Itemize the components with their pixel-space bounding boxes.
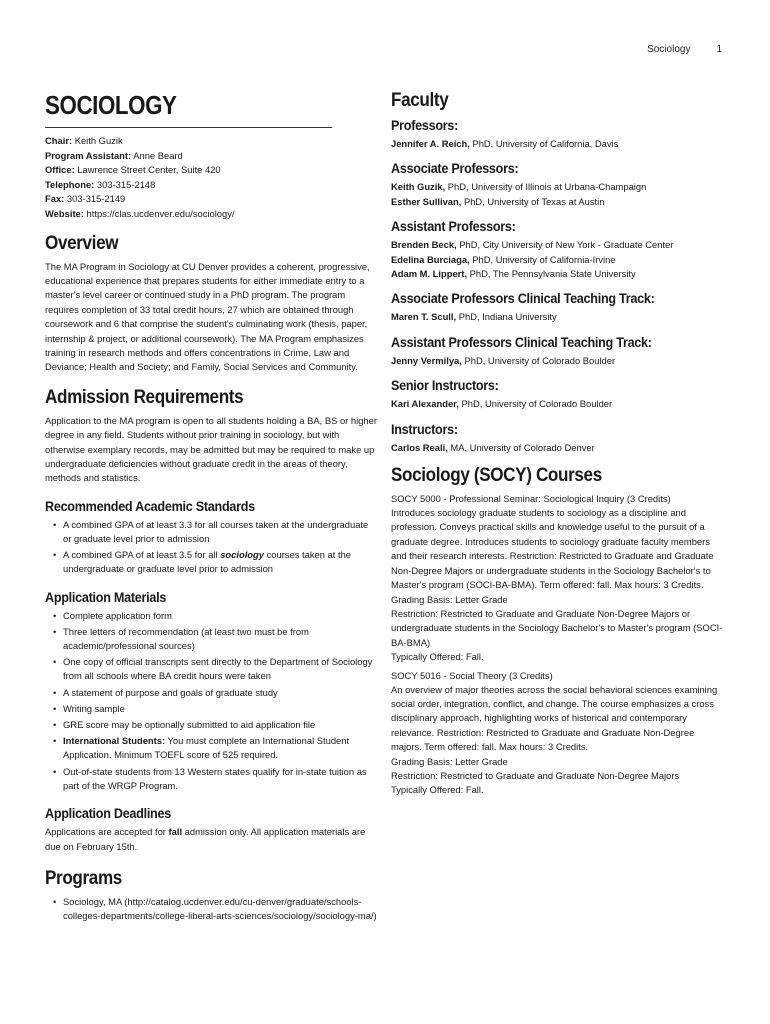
- list-item: [45, 548, 379, 576]
- overview-heading: Overview: [45, 232, 119, 254]
- contact-value: Anne Beard: [133, 149, 183, 161]
- faculty-member: [391, 238, 727, 252]
- programs-heading: Programs: [45, 867, 122, 889]
- contact-row: [45, 192, 379, 207]
- faculty-group-heading: Associate Professors Clinical Teaching Track:: [391, 290, 655, 307]
- item-text: A combined GPA of at least 3.3 for all courses taken at the undergraduate or graduate level prior to admission: [63, 518, 369, 545]
- list-item: [45, 655, 379, 683]
- faculty-name: Carlos Reali,: [391, 441, 448, 453]
- course-entry: [391, 669, 727, 798]
- faculty-name: Esther Sullivan,: [391, 195, 462, 207]
- faculty-name: Jennifer A. Reich,: [391, 138, 470, 149]
- list-item: [45, 702, 379, 716]
- faculty-group-heading: Assistant Professors:: [391, 218, 516, 235]
- course-offered: Typically Offered: Fall.: [391, 651, 484, 663]
- item-text: A combined GPA of at least 3.5 for all: [63, 549, 221, 561]
- faculty-group-heading: Senior Instructors:: [391, 377, 499, 394]
- contact-row: [45, 134, 379, 149]
- faculty-heading: Faculty: [391, 90, 449, 111]
- deadline-bold: fall: [168, 826, 183, 838]
- faculty-detail: PhD, University of California, Davis: [469, 138, 619, 149]
- faculty-group-heading: Professors:: [391, 117, 459, 133]
- list-item: [45, 718, 379, 732]
- faculty-name: Edelina Burciaga,: [391, 253, 470, 265]
- course-entry: [391, 492, 727, 664]
- contact-value: 303-315-2149: [66, 193, 126, 205]
- faculty-detail: PhD, Indiana University: [456, 311, 557, 323]
- list-item: [45, 686, 379, 700]
- standards-heading: Recommended Academic Standards: [45, 497, 255, 514]
- item-text: Complete application form: [63, 609, 172, 621]
- faculty-member: [391, 310, 727, 324]
- program-link[interactable]: [45, 895, 379, 923]
- item-text: One copy of official transcripts sent directly to the Department of Sociology from all schools where BA credit hours were taken: [63, 656, 373, 682]
- course-title: SOCY 5016 - Social Theory (3 Credits): [391, 669, 553, 681]
- faculty-name: Maren T. Scull,: [391, 311, 457, 323]
- course-title: SOCY 5000 - Professional Seminar: Sociological Inquiry (3 Credits): [391, 493, 671, 505]
- faculty-name: Keith Guzik,: [391, 181, 446, 193]
- faculty-detail: PhD, University of California-Irvine: [469, 253, 616, 265]
- faculty-member: [391, 137, 727, 151]
- deadline-text: admission only. All application materials are due on February 15th.: [45, 826, 366, 852]
- faculty-member: [391, 397, 727, 411]
- item-text: A statement of purpose and goals of graduate study: [63, 686, 278, 698]
- materials-heading: Application Materials: [45, 588, 167, 605]
- faculty-detail: PhD, University of Illinois at Urbana-Champaign: [445, 181, 647, 193]
- item-text: Out-of-state students from 13 Western states qualify for in-state tuition as part of the WRGP Program.: [63, 765, 367, 791]
- running-header: [647, 44, 722, 55]
- contact-label: Fax:: [45, 193, 65, 205]
- course-restriction: Restriction: Restricted to Graduate and Graduate Non-Degree Majors: [391, 769, 680, 781]
- faculty-member: [391, 354, 727, 368]
- item-text: Writing sample: [63, 702, 125, 714]
- item-bold: International Students:: [63, 735, 166, 747]
- courses-heading: Sociology (SOCY) Courses: [391, 465, 602, 487]
- faculty-member: [391, 253, 727, 267]
- list-item: [45, 734, 379, 762]
- course-description: An overview of major theories across the social behavioral sciences examining social order, integration, conflict, and change. The course emphasizes a cross disciplinary approach, highlighting works of historical and contemporary relevance. Restriction: Restricted to Graduate and Graduate Non-Degree majors. Term offered: fall. Max hours: 3 Credits.: [391, 683, 718, 753]
- overview-text: The MA Program in Sociology at CU Denver provides a coherent, progressive, educational experience that prepares students for either immediate entry to a master's level career or continued study in a PhD program. The program requires completion of 33 total credit hours, 27 which are obtained through coursework and 6 that comprise the student's culminating work (thesis, paper, internship & project, or additional coursework). The MA Program emphasizes training in research methods and offers concentrations in Crime, Law and Deviance; Health and Society; and Family, Social Services and Community.: [45, 260, 370, 373]
- list-item: [45, 625, 379, 653]
- faculty-detail: MA, University of Colorado Denver: [447, 441, 595, 453]
- list-item: [45, 518, 379, 546]
- item-text: courses taken at the undergraduate or graduate level prior to admission: [63, 549, 351, 575]
- item-emphasis: sociology: [220, 549, 264, 561]
- item-text: Three letters of recommendation (at least two must be from academic/professional sources): [63, 625, 309, 652]
- contact-value: 303-315-2148: [96, 178, 156, 190]
- contact-row: [45, 163, 379, 178]
- faculty-member: [391, 180, 727, 194]
- faculty-detail: PhD, University of Texas at Austin: [461, 195, 605, 207]
- list-item: [45, 765, 379, 793]
- contact-info: [45, 134, 379, 222]
- website-link[interactable]: https://clas.ucdenver.edu/sociology/: [86, 207, 235, 219]
- page-number: 1: [716, 44, 722, 55]
- programs-list: [45, 895, 379, 923]
- item-text: You must complete an International Student Application. Minimum TOEFL score of 525 required.: [63, 735, 350, 761]
- faculty-name: Kari Alexander,: [391, 398, 459, 410]
- course-grading: Grading Basis: Letter Grade: [391, 755, 508, 767]
- faculty-group-heading: Associate Professors:: [391, 160, 519, 177]
- materials-list: [45, 609, 379, 793]
- faculty-detail: PhD, University of Colorado Boulder: [458, 398, 613, 410]
- left-column: [45, 90, 379, 925]
- deadlines-text: [45, 825, 379, 854]
- standards-list: [45, 518, 379, 577]
- contact-label: Website:: [45, 207, 84, 219]
- contact-row: [45, 207, 379, 222]
- page-title: SOCIOLOGY: [45, 90, 332, 128]
- faculty-member: [391, 441, 727, 455]
- faculty-group-heading: Instructors:: [391, 420, 458, 437]
- contact-value: Lawrence Street Center, Suite 420: [77, 164, 221, 176]
- contact-label: Chair:: [45, 135, 73, 146]
- contact-label: Office:: [45, 164, 75, 176]
- contact-label: Telephone:: [45, 178, 95, 190]
- faculty-name: Jenny Vermilya,: [391, 354, 462, 366]
- header-section: Sociology: [647, 44, 691, 55]
- admission-heading: Admission Requirements: [45, 386, 244, 408]
- program-link-text[interactable]: Sociology, MA (http://catalog.ucdenver.edu/cu-denver/graduate/schools-colleges-departments/college-liberal-arts-sciences/sociology/sociology-ma/): [63, 895, 377, 922]
- contact-row: [45, 178, 379, 193]
- contact-row: [45, 149, 379, 164]
- course-description: Introduces sociology graduate students to sociology as a discipline and profession. Conveys practical skills and knowledge useful to the pursuit of a graduate degree. Introduces students to sociology graduate faculty members and their research interests. Restriction: Restricted to Graduate and Graduate Non-Degree Majors or undergraduate students in the Sociology Bachelor's to Master's program (SOCI-BA-BMA). Term offered: fall. Max hours: 3 Credits.: [391, 507, 714, 591]
- course-offered: Typically Offered: Fall.: [391, 784, 484, 796]
- deadlines-heading: Application Deadlines: [45, 805, 171, 822]
- faculty-group-heading: Assistant Professors Clinical Teaching Track:: [391, 333, 652, 350]
- faculty-name: Brenden Beck,: [391, 239, 457, 251]
- faculty-detail: PhD, City University of New York - Graduate Center: [456, 239, 674, 251]
- list-item: [45, 609, 379, 623]
- contact-value: Keith Guzik: [74, 135, 123, 146]
- course-restriction: Restriction: Restricted to Graduate and Graduate Non-Degree Majors or undergraduate students in the Sociology Bachelor's to Master's program (SOCI-BA-BMA): [391, 607, 723, 648]
- faculty-detail: PhD, The Pennsylvania State University: [467, 268, 636, 280]
- contact-label: Program Assistant:: [45, 149, 132, 161]
- right-column: [391, 90, 727, 798]
- faculty-name: Adam M. Lippert,: [391, 268, 468, 280]
- item-text: GRE score may be optionally submitted to aid application file: [63, 719, 316, 731]
- course-grading: Grading Basis: Letter Grade: [391, 593, 508, 605]
- deadline-text: Applications are accepted for: [45, 826, 169, 838]
- faculty-member: [391, 195, 727, 209]
- admission-text: Application to the MA program is open to all students holding a BA, BS or higher degree in any field. Students without prior training in sociology, but with otherwise exemplary records, may be admitted but may be required to make up undergraduate deficiencies without graduate credit in the areas of theory, methods and statistics.: [45, 414, 377, 484]
- faculty-detail: PhD, University of Colorado Boulder: [461, 354, 616, 366]
- faculty-member: [391, 267, 727, 281]
